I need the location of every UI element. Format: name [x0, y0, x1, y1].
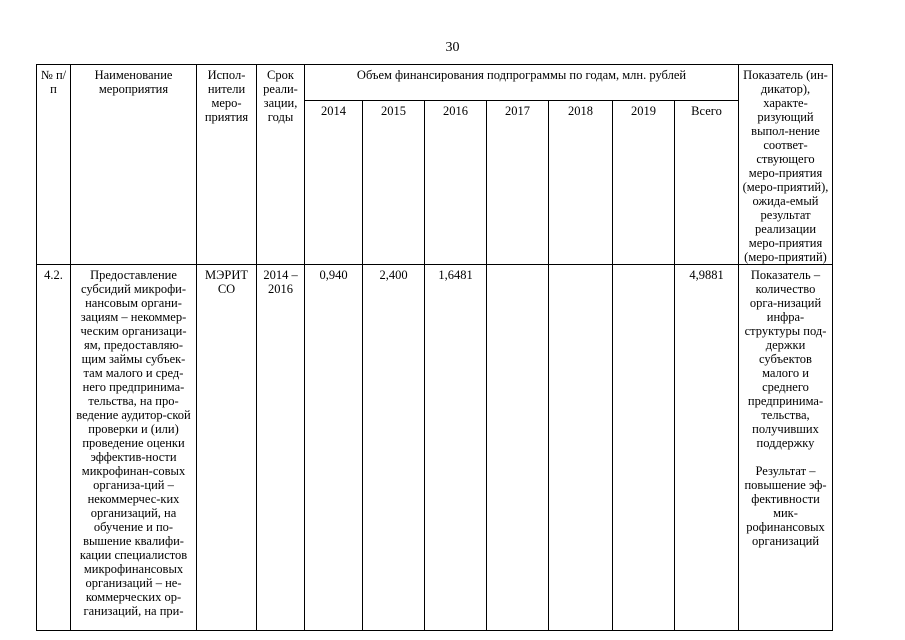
- row-period: 2014 – 2016: [257, 265, 305, 631]
- year-header: 2018: [549, 101, 613, 265]
- row-indicator: Показатель – количество орга-низаций инфра-структуры под-держки субъектов малого и среднего предпринима-тельства, получивших поддержку: [744, 268, 827, 450]
- header-indicator: Показатель (ин-дикатор), характе-ризующий выпол-нение соответ-ствующего меро-приятия (меро-приятий), ожида-емый результат реализации меро-приятия (меро-приятий): [739, 65, 833, 265]
- year-header: 2014: [305, 101, 363, 265]
- row-indicator-cell: [739, 265, 833, 631]
- row-value-total: 4,9881: [675, 265, 739, 631]
- row-value-2019: [613, 265, 675, 631]
- year-header: 2016: [425, 101, 487, 265]
- row-value-2017: [487, 265, 549, 631]
- header-no: № п/п: [37, 65, 71, 265]
- row-value-2014: 0,940: [305, 265, 363, 631]
- table-row: [37, 265, 833, 631]
- row-result: Результат – повышение эф-фективности мик-рофинансовых организаций: [744, 464, 827, 548]
- header-funding: Объем финансирования подпрограммы по годам, млн. рублей: [305, 65, 739, 101]
- header-executors: Испол-нители меро-приятия: [197, 65, 257, 265]
- header-name: Наименование мероприятия: [71, 65, 197, 265]
- financing-table: [36, 64, 833, 631]
- row-value-2015: 2,400: [363, 265, 425, 631]
- row-value-2018: [549, 265, 613, 631]
- year-header: 2015: [363, 101, 425, 265]
- row-value-2016: 1,6481: [425, 265, 487, 631]
- header-row: [37, 65, 833, 101]
- year-header: 2019: [613, 101, 675, 265]
- row-measure-name: Предоставление субсидий микрофи-нансовым органи-зациям – некоммер-ческим организаци-ям, предоставляю-щим займы субъек-там малого и сред-него предпринима-тельства, на про-ведение аудитор-ской проверки и (или) проведение оценки эффектив-ности микрофинан-совых организа-ций – некоммерчес-ких организаций, на обучение и по-вышение квалифи-кации специалистов микрофинансовых организаций – не-коммерческих ор-ганизаций, на при-: [71, 265, 197, 631]
- page-number: 30: [445, 40, 460, 55]
- row-executors: МЭРИТ СО: [197, 265, 257, 631]
- total-header: Всего: [675, 101, 739, 265]
- header-period: Срок реали-зации, годы: [257, 65, 305, 265]
- row-number: 4.2.: [37, 265, 71, 631]
- year-header: 2017: [487, 101, 549, 265]
